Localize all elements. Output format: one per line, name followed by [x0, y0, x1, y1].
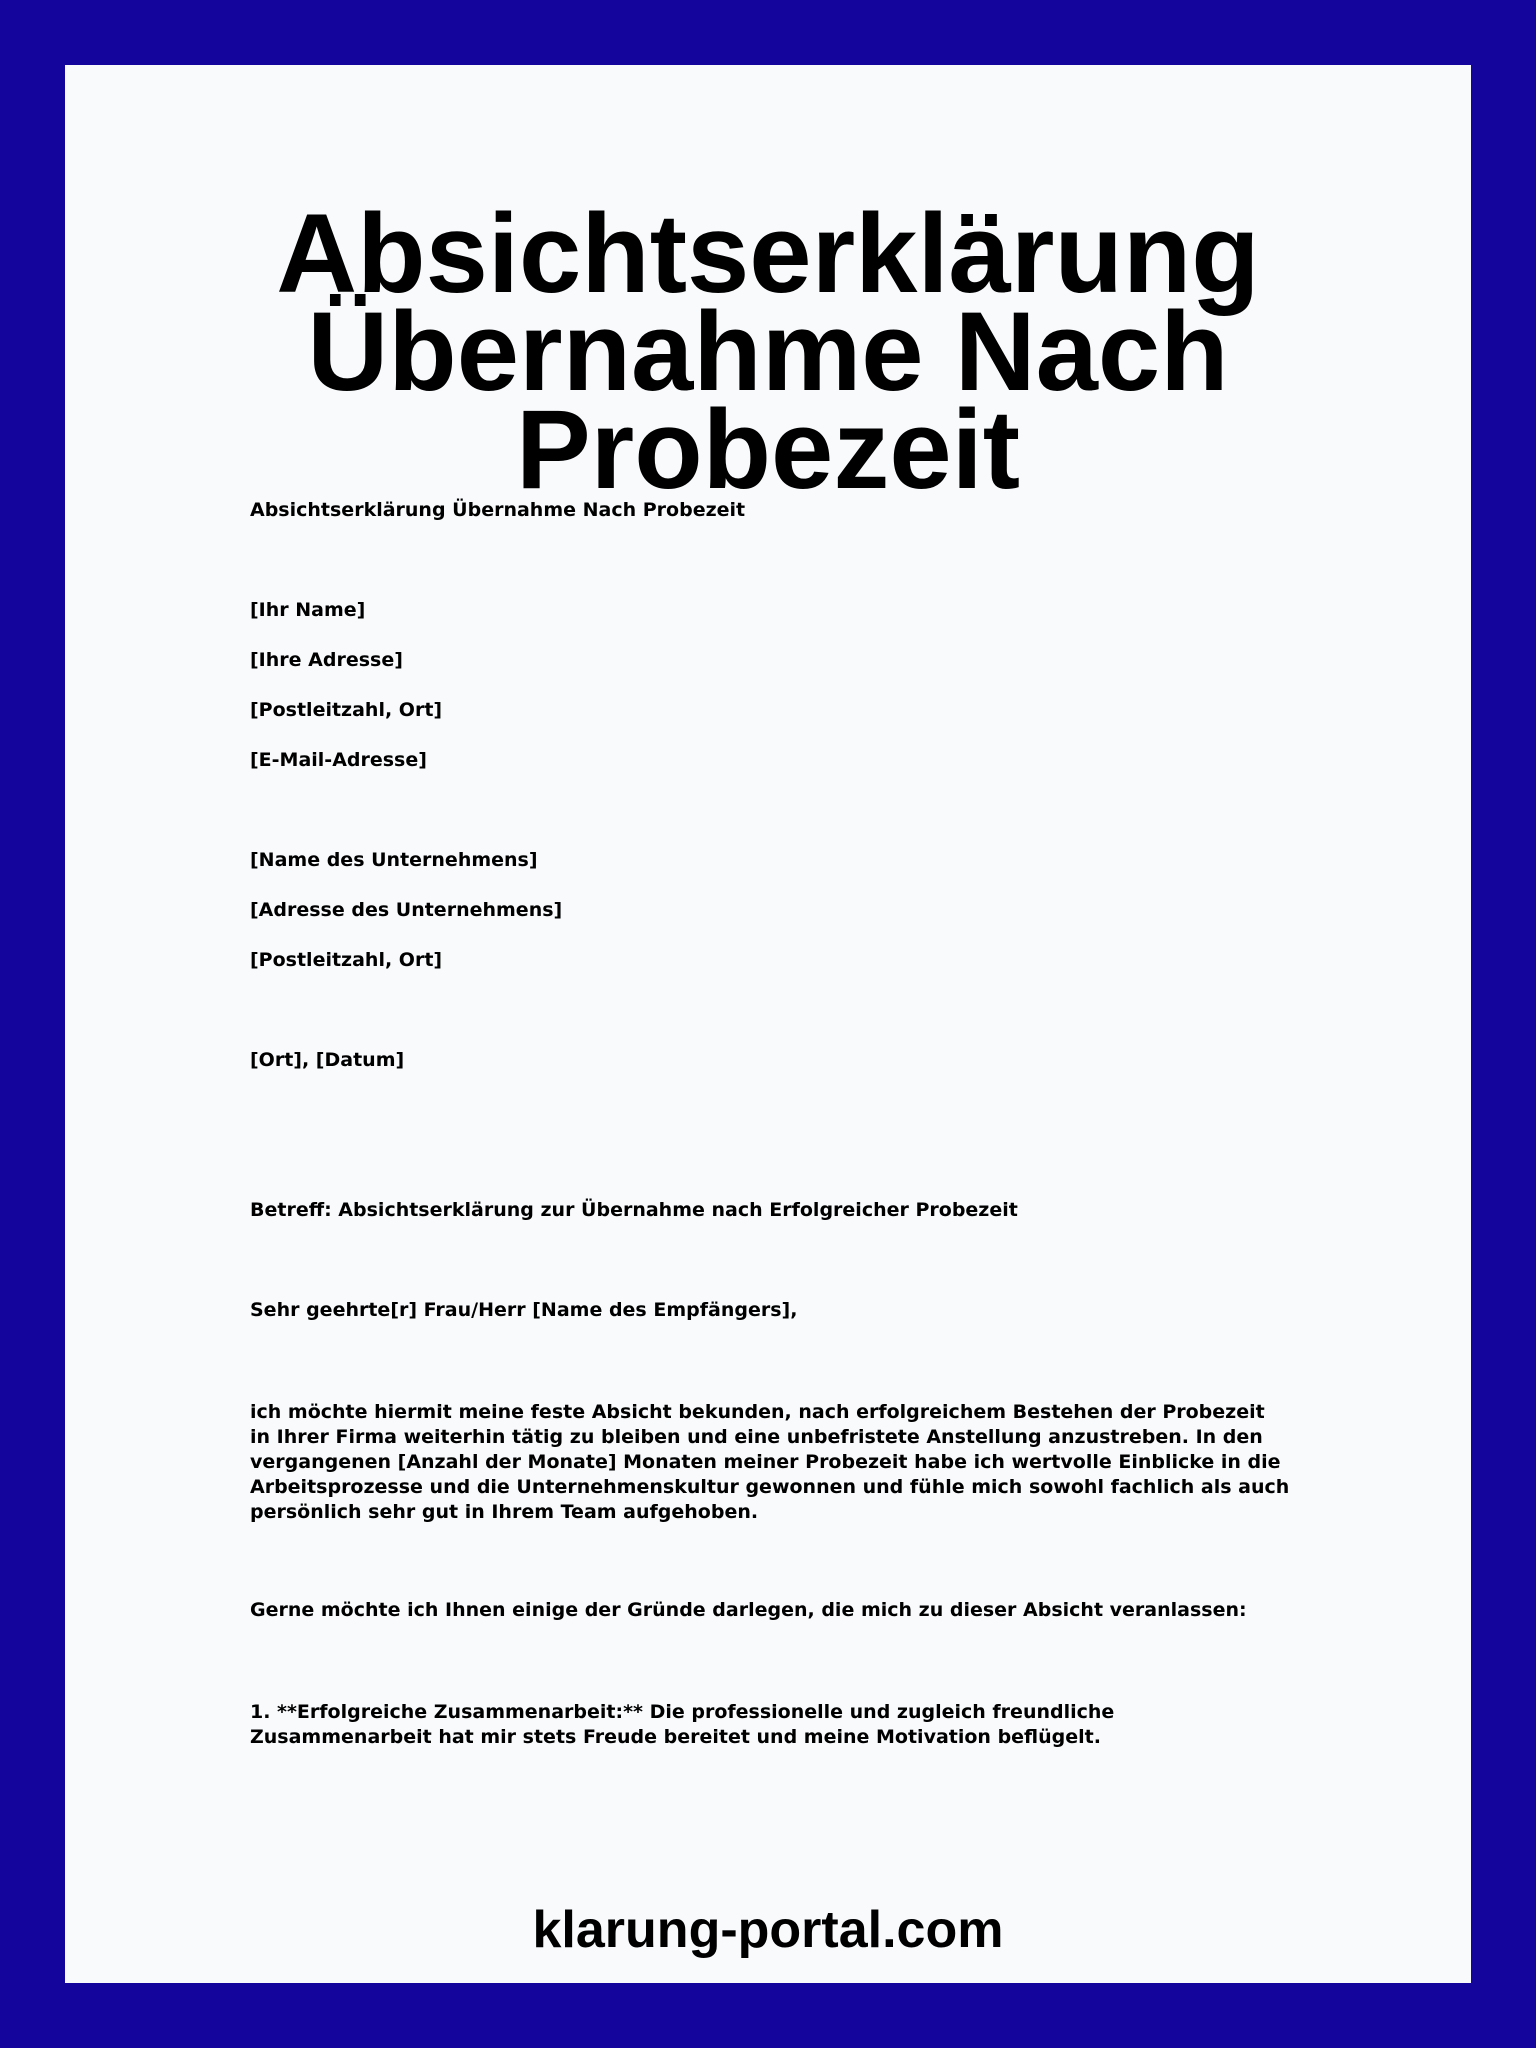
sender-email: [E-Mail-Adresse]	[250, 749, 427, 771]
sender-name: [Ihr Name]	[250, 599, 366, 621]
place-date: [Ort], [Datum]	[250, 1049, 405, 1071]
sender-address: [Ihre Adresse]	[250, 649, 403, 671]
reason-item-1: 1. **Erfolgreiche Zusammenarbeit:** Die professionelle und zugleich freundliche Zusammenarbeit hat mir stets Freude bereitet und meine Motivation beflügelt.	[250, 1701, 1115, 1748]
recipient-company: [Name des Unternehmens]	[250, 849, 538, 871]
footer-site: klarung-portal.com	[532, 1901, 1004, 1959]
page-title	[65, 191, 1471, 512]
recipient-address: [Adresse des Unternehmens]	[250, 899, 563, 921]
body-paragraph: ich möchte hiermit meine feste Absicht bekunden, nach erfolgreichem Bestehen der Probezeit in Ihrer Firma weiterhin tätig zu bleiben und eine unbefristete Anstellung anzustreben. In den vergangenen [Anzahl der Monate] Monaten meiner Probezeit habe ich wertvolle Einblicke in die Arbeitsprozesse und die Unternehmenskultur gewonnen und fühle mich sowohl fachlich als auch persönlich sehr gut in Ihrem Team aufgehoben.	[250, 1401, 1290, 1523]
page-title-line-1: Absichtserklärung	[276, 191, 1260, 316]
letter-header-line: Absichtserklärung Übernahme Nach Probezeit	[250, 499, 746, 521]
sender-zip-city: [Postleitzahl, Ort]	[250, 699, 443, 721]
subject-line: Betreff: Absichtserklärung zur Übernahme nach Erfolgreicher Probezeit	[250, 1199, 1018, 1221]
page-title-line-2: Übernahme Nach Probezeit	[307, 289, 1229, 512]
reasons-intro: Gerne möchte ich Ihnen einige der Gründe darlegen, die mich zu dieser Absicht veranlassen:	[250, 1599, 1247, 1621]
salutation: Sehr geehrte[r] Frau/Herr [Name des Empfängers],	[250, 1299, 798, 1321]
document-page	[65, 65, 1471, 1983]
recipient-zip-city: [Postleitzahl, Ort]	[250, 949, 443, 971]
